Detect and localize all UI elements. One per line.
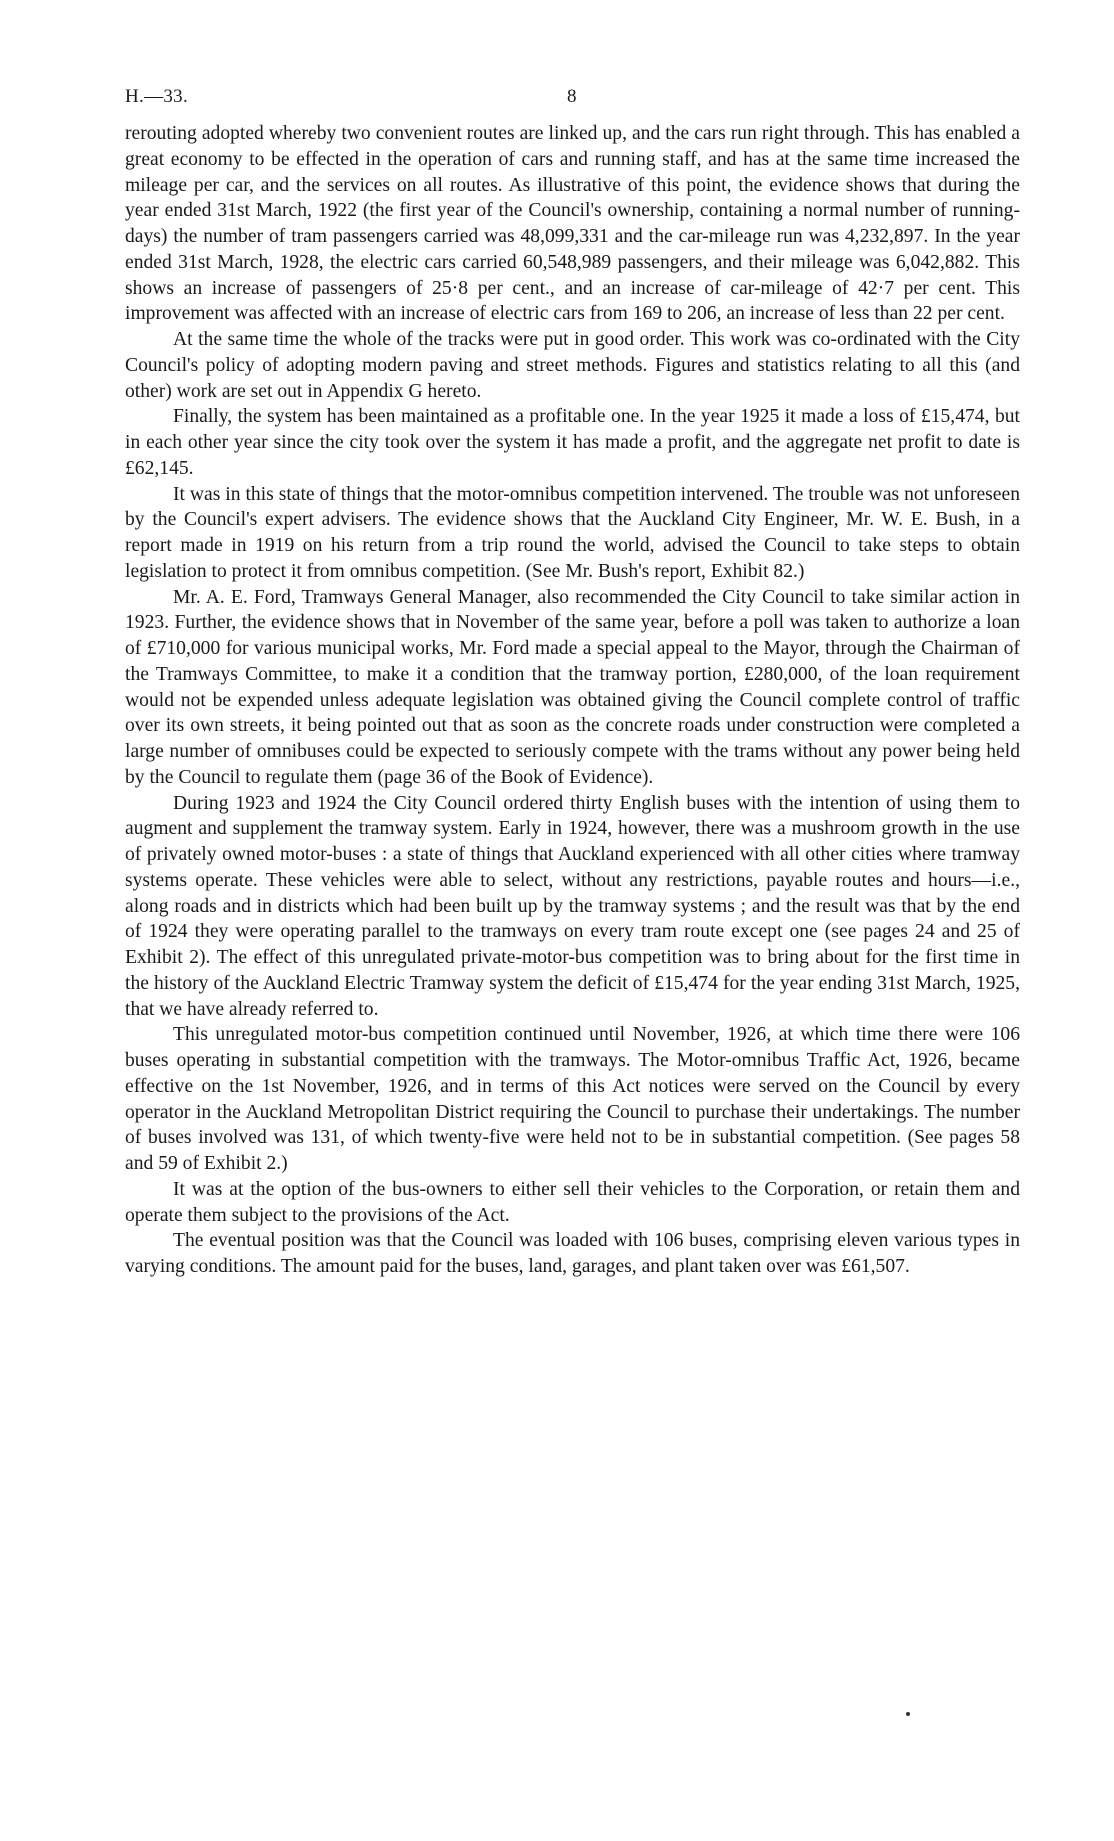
paragraph-option: It was at the option of the bus-owners to either sell their vehicles to the Corporation, or retain them and operate them subject to the provisions of the Act. (125, 1178, 1020, 1226)
paragraph-eventual-position: The eventual position was that the Council was loaded with 106 buses, comprising eleven various types in varying conditions. The amount paid for the buses, land, garages, and plant taken over was £61,507. (125, 1230, 1020, 1277)
stray-mark (906, 1712, 910, 1716)
page-number: 8 (567, 86, 577, 107)
paragraph-unregulated: This unregulated motor-bus competition continued until November, 1926, at which time there were 106 buses operating in substantial competition with the tramways. The Motor-omnibus Traffic Act, 1926, became effective on the 1st November, 1926, and in terms of this Act notices were served on the Council by every operator in the Auckland Metropolitan District requiring the Council to purchase their undertakings. The number of buses involved was 131, of which twenty-five were held not to be in substantial competition. (See pages 58 and 59 of Exhibit 2.) (125, 1024, 1020, 1174)
document-reference: H.—33. (125, 86, 189, 107)
paragraph-continued: rerouting adopted whereby two convenient routes are linked up, and the cars run right through. This has enabled a great economy to be effected in the operation of cars and running staff, and has at the same time increased the mileage per car, and the services on all routes. As illustrative of this point, the evidence shows that during the year ended 31st March, 1922 (the first year of the Council's ownership, containing a normal number of running-days) the number of tram passengers carried was 48,099,331 and the car-mileage run was 4,232,897. In the year ended 31st March, 1928, the electric cars carried 60,548,989 passengers, and their mileage was 6,042,882. This shows an increase of passengers of 25·8 per cent., and an increase of car-mileage of 42·7 per cent. This improvement was affected with an increase of electric cars from 169 to 206, an increase of less than 22 per cent. (125, 123, 1020, 325)
paragraph-profit: Finally, the system has been maintained as a profitable one. In the year 1925 it made a loss of £15,474, but in each other year since the city took over the system it has made a profit, and the aggregate net profit to date is £62,145. (125, 406, 1020, 479)
paragraph-tracks: At the same time the whole of the tracks were put in good order. This work was co-ordinated with the City Council's policy of adopting modern paving and street methods. Figures and statistics relating to all this (and other) work are set out in Appendix G hereto. (125, 329, 1020, 402)
page-header (125, 86, 1020, 112)
body-text (125, 121, 1020, 1280)
paragraph-ford: Mr. A. E. Ford, Tramways General Manager, also recommended the City Council to take similar action in 1923. Further, the evidence shows that in November of the same year, before a poll was taken to authorize a loan of £710,000 for various municipal works, Mr. Ford made a special appeal to the Mayor, through the Chairman of the Tramways Committee, to make it a condition that the tramway portion, £280,000, of the loan requirement would not be expended unless adequate legislation was obtained giving the Council complete control of traffic over its own streets, it being pointed out that as soon as the concrete roads under construction were completed a large number of omnibuses could be expected to seriously compete with the trams without any power being held by the Council to regulate them (page 36 of the Book of Evidence). (125, 586, 1020, 788)
paragraph-competition: It was in this state of things that the motor-omnibus competition intervened. The trouble was not unforeseen by the Council's expert advisers. The evidence shows that the Auckland City Engineer, Mr. W. E. Bush, in a report made in 1919 on his return from a trip round the world, advised the Council to take steps to obtain legislation to protect it from omnibus competition. (See Mr. Bush's report, Exhibit 82.) (125, 483, 1020, 582)
paragraph-buses-ordered: During 1923 and 1924 the City Council ordered thirty English buses with the intention of using them to augment and supplement the tramway system. Early in 1924, however, there was a mushroom growth in the use of privately owned motor-buses : a state of things that Auckland experienced with all other cities where tramway systems operate. These vehicles were able to select, without any restrictions, payable routes and hours—i.e., along roads and in districts which had been built up by the tramway systems ; and the result was that by the end of 1924 they were operating parallel to the tramways on every tram route except one (see pages 24 and 25 of Exhibit 2). The effect of this unregulated private-motor-bus competition was to bring about for the first time in the history of the Auckland Electric Tramway system the deficit of £15,474 for the year ending 31st March, 1925, that we have already referred to. (125, 792, 1020, 1020)
